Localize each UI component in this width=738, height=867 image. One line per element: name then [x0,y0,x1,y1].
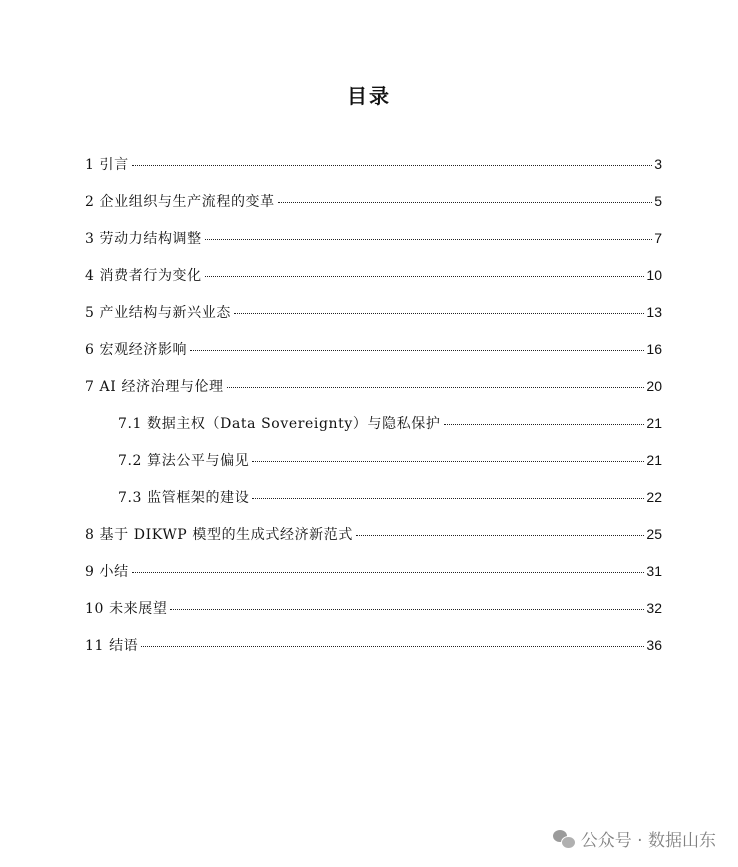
toc-leader-dots [170,609,644,610]
watermark [553,826,716,851]
toc-page-number: 22 [646,489,662,505]
toc-entry-label: 7.3 监管框架的建设 [118,490,250,506]
toc-entry[interactable] [85,410,662,447]
toc-page-number: 16 [646,341,662,357]
toc-page-number: 13 [646,304,662,320]
toc-leader-dots [252,461,644,462]
toc-page-number: 21 [646,415,662,431]
wechat-icon [553,829,575,849]
toc-leader-dots [205,276,645,277]
toc-entry-label: 9 小结 [85,564,129,580]
toc-leader-dots [234,313,644,314]
toc-entry[interactable] [85,521,662,558]
toc-entry-label: 3 劳动力结构调整 [85,231,202,247]
table-of-contents [85,151,662,669]
toc-page-number: 31 [646,563,662,579]
toc-entry[interactable] [85,632,662,669]
toc-page-number: 5 [654,193,662,209]
toc-entry[interactable] [85,225,662,262]
toc-entry[interactable] [85,188,662,225]
toc-entry-label: 6 宏观经济影响 [85,342,188,358]
toc-entry[interactable] [85,336,662,373]
toc-leader-dots [252,498,644,499]
toc-leader-dots [141,646,644,647]
toc-leader-dots [444,424,645,425]
toc-entry-label: 2 企业组织与生产流程的变革 [85,194,275,210]
toc-leader-dots [356,535,644,536]
toc-entry-label: 7.2 算法公平与偏见 [118,453,250,469]
toc-page-number: 7 [654,230,662,246]
toc-leader-dots [132,572,645,573]
toc-page-number: 10 [646,267,662,283]
toc-page-number: 36 [646,637,662,653]
toc-page-number: 21 [646,452,662,468]
toc-entry[interactable] [85,151,662,188]
toc-leader-dots [190,350,644,351]
toc-entry-label: 10 未来展望 [85,601,168,617]
watermark-text: 公众号 · 数据山东 [580,831,716,851]
toc-entry-label: 7.1 数据主权（Data Sovereignty）与隐私保护 [118,416,441,432]
toc-page-number: 32 [646,600,662,616]
toc-entry-label: 1 引言 [85,157,129,173]
toc-entry-label: 11 结语 [85,638,139,654]
toc-entry-label: 7 AI 经济治理与伦理 [85,379,224,395]
toc-entry[interactable] [85,484,662,521]
toc-entry[interactable] [85,373,662,410]
toc-leader-dots [205,239,652,240]
toc-leader-dots [227,387,645,388]
toc-entry[interactable] [85,262,662,299]
toc-page-number: 25 [646,526,662,542]
toc-entry[interactable] [85,595,662,632]
toc-entry[interactable] [85,558,662,595]
toc-leader-dots [278,202,652,203]
toc-leader-dots [132,165,652,166]
toc-entry-label: 4 消费者行为变化 [85,268,202,284]
toc-page-number: 20 [646,378,662,394]
toc-entry[interactable] [85,447,662,484]
toc-entry[interactable] [85,299,662,336]
toc-entry-label: 8 基于 DIKWP 模型的生成式经济新范式 [85,527,353,543]
toc-entry-label: 5 产业结构与新兴业态 [85,305,231,321]
toc-page-number: 3 [654,156,662,172]
toc-title: 目录 [347,84,391,108]
